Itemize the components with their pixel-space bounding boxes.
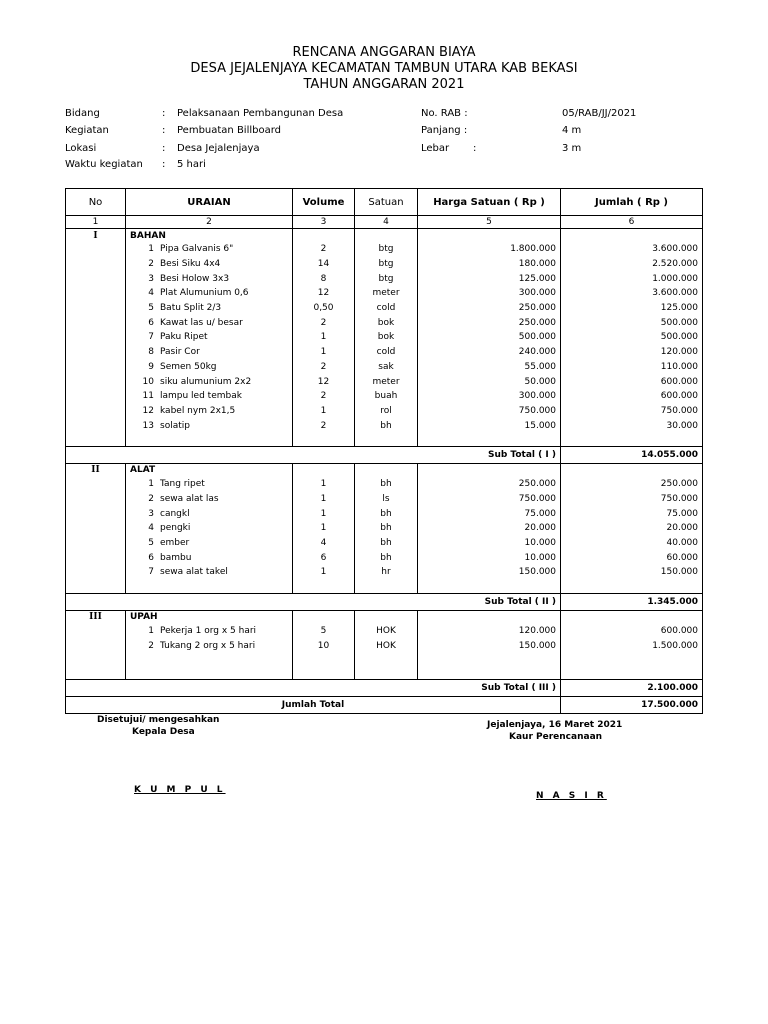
item-unit-price: 750.000 <box>418 404 561 419</box>
item-volume: 1 <box>293 330 355 345</box>
item-total: 750.000 <box>561 404 703 419</box>
empty-cell <box>66 404 126 419</box>
item-description <box>126 624 293 639</box>
empty-cell <box>418 229 561 243</box>
item-description <box>126 345 293 360</box>
item-number: 5 <box>148 303 154 314</box>
rab-value: 05/RAB/JJ/2021 <box>562 108 637 119</box>
empty-cell <box>355 610 418 624</box>
item-unit-price: 180.000 <box>418 257 561 272</box>
item-unit: buah <box>355 389 418 404</box>
column-number-row <box>66 216 703 229</box>
item-unit: bh <box>355 477 418 492</box>
item-volume: 4 <box>293 536 355 551</box>
empty-cell <box>66 624 126 639</box>
item-unit: meter <box>355 286 418 301</box>
empty-cell <box>126 433 293 447</box>
spacer-row <box>66 580 703 594</box>
item-description <box>126 389 293 404</box>
item-unit-price: 10.000 <box>418 536 561 551</box>
item-number: 10 <box>142 376 154 387</box>
item-name: Kawat las u/ besar <box>160 317 243 328</box>
subtotal-row <box>66 680 703 697</box>
empty-cell <box>561 653 703 680</box>
kaur-title: Kaur Perencanaan <box>509 732 603 742</box>
header-volume: Volume <box>293 189 355 216</box>
lokasi-label: Lokasi <box>65 143 97 154</box>
table-row <box>66 389 703 404</box>
empty-cell <box>66 315 126 330</box>
empty-cell <box>126 580 293 594</box>
item-unit-price: 15.000 <box>418 418 561 433</box>
item-unit-price: 125.000 <box>418 271 561 286</box>
column-number: 2 <box>126 216 293 229</box>
section-title: BAHAN <box>126 229 293 243</box>
item-number: 6 <box>148 317 154 328</box>
empty-cell <box>355 433 418 447</box>
item-unit: btg <box>355 271 418 286</box>
subtotal-row <box>66 593 703 610</box>
item-number: 1 <box>148 626 154 637</box>
table-row <box>66 638 703 653</box>
item-number: 2 <box>148 640 154 651</box>
subtotal-value: 2.100.000 <box>561 680 703 697</box>
kegiatan-value: Pembuatan Billboard <box>177 125 282 136</box>
item-name: Tang ripet <box>160 479 205 490</box>
table-row <box>66 330 703 345</box>
subtotal-label: Sub Total ( I ) <box>66 446 561 463</box>
item-total: 150.000 <box>561 565 703 580</box>
item-description <box>126 257 293 272</box>
empty-cell <box>293 463 355 477</box>
item-description <box>126 271 293 286</box>
table-row <box>66 624 703 639</box>
item-volume: 0,50 <box>293 301 355 316</box>
empty-cell <box>355 580 418 594</box>
empty-cell <box>561 463 703 477</box>
item-total: 30.000 <box>561 418 703 433</box>
item-description <box>126 506 293 521</box>
subtotal-label: Sub Total ( II ) <box>66 593 561 610</box>
title-line-2: DESA JEJALENJAYA KECAMATAN TAMBUN UTARA KAB BEKASI <box>190 61 578 76</box>
item-total: 3.600.000 <box>561 286 703 301</box>
item-volume: 1 <box>293 565 355 580</box>
item-number: 13 <box>142 420 154 431</box>
table-row <box>66 521 703 536</box>
empty-cell <box>66 242 126 257</box>
table-row <box>66 550 703 565</box>
subtotal-row <box>66 446 703 463</box>
header-satuan: Satuan <box>355 189 418 216</box>
empty-cell <box>418 463 561 477</box>
colon: : <box>162 108 166 119</box>
item-number: 8 <box>148 347 154 358</box>
empty-cell <box>561 610 703 624</box>
item-unit-price: 10.000 <box>418 550 561 565</box>
item-description <box>126 638 293 653</box>
item-description <box>126 374 293 389</box>
item-number: 3 <box>148 508 154 519</box>
header-jumlah: Jumlah ( Rp ) <box>561 189 703 216</box>
section-roman-numeral: III <box>66 610 126 624</box>
item-total: 1.000.000 <box>561 271 703 286</box>
empty-cell <box>66 418 126 433</box>
item-total: 120.000 <box>561 345 703 360</box>
item-unit-price: 1.800.000 <box>418 242 561 257</box>
section-header-row <box>66 463 703 477</box>
item-volume: 2 <box>293 389 355 404</box>
empty-cell <box>355 463 418 477</box>
table-row <box>66 301 703 316</box>
item-total: 600.000 <box>561 624 703 639</box>
item-unit: btg <box>355 257 418 272</box>
empty-cell <box>66 345 126 360</box>
item-volume: 12 <box>293 374 355 389</box>
empty-cell <box>66 360 126 375</box>
empty-cell <box>66 374 126 389</box>
item-description <box>126 330 293 345</box>
table-row <box>66 286 703 301</box>
item-unit: cold <box>355 301 418 316</box>
item-number: 7 <box>148 567 154 578</box>
section-header-row <box>66 229 703 243</box>
table-row <box>66 418 703 433</box>
empty-cell <box>126 653 293 680</box>
item-name: Pekerja 1 org x 5 hari <box>160 626 257 637</box>
kegiatan-label: Kegiatan <box>65 125 109 136</box>
empty-cell <box>293 580 355 594</box>
empty-cell <box>66 477 126 492</box>
item-description <box>126 565 293 580</box>
subtotal-value: 1.345.000 <box>561 593 703 610</box>
lebar-label: Lebar <box>421 143 450 154</box>
item-unit: bok <box>355 315 418 330</box>
empty-cell <box>66 271 126 286</box>
empty-cell <box>66 550 126 565</box>
item-name: kabel nym 2x1,5 <box>160 405 236 416</box>
empty-cell <box>66 301 126 316</box>
item-number: 12 <box>142 405 154 416</box>
table-row <box>66 315 703 330</box>
item-total: 500.000 <box>561 330 703 345</box>
item-description <box>126 315 293 330</box>
item-number: 1 <box>148 244 154 255</box>
lokasi-value: Desa Jejalenjaya <box>177 143 260 154</box>
item-unit: bok <box>355 330 418 345</box>
item-description <box>126 536 293 551</box>
header-no: No <box>66 189 126 216</box>
item-name: ember <box>160 538 190 549</box>
item-name: siku alumunium 2x2 <box>160 376 252 387</box>
item-unit-price: 300.000 <box>418 286 561 301</box>
item-description <box>126 550 293 565</box>
section-roman-numeral: II <box>66 463 126 477</box>
item-number: 3 <box>148 273 154 284</box>
item-volume: 1 <box>293 404 355 419</box>
item-unit-price: 250.000 <box>418 477 561 492</box>
item-description <box>126 521 293 536</box>
waktu-value: 5 hari <box>177 159 206 170</box>
item-name: Plat Alumunium 0,6 <box>160 288 249 299</box>
empty-cell <box>355 653 418 680</box>
item-volume: 1 <box>293 521 355 536</box>
column-number: 3 <box>293 216 355 229</box>
item-number: 6 <box>148 552 154 563</box>
item-total: 20.000 <box>561 521 703 536</box>
item-number: 2 <box>148 493 154 504</box>
item-total: 250.000 <box>561 477 703 492</box>
section-header-row <box>66 610 703 624</box>
item-total: 2.520.000 <box>561 257 703 272</box>
item-volume: 8 <box>293 271 355 286</box>
table-row <box>66 242 703 257</box>
table-row <box>66 271 703 286</box>
spacer-row <box>66 433 703 447</box>
table-row <box>66 374 703 389</box>
empty-cell <box>293 610 355 624</box>
item-volume: 2 <box>293 242 355 257</box>
item-volume: 1 <box>293 345 355 360</box>
section-title: UPAH <box>126 610 293 624</box>
item-unit-price: 120.000 <box>418 624 561 639</box>
subtotal-label: Sub Total ( III ) <box>66 680 561 697</box>
item-total: 600.000 <box>561 374 703 389</box>
item-description <box>126 242 293 257</box>
item-name: Batu Split 2/3 <box>160 303 222 314</box>
item-name: sewa alat takel <box>160 567 228 578</box>
item-unit-price: 240.000 <box>418 345 561 360</box>
empty-cell <box>66 330 126 345</box>
empty-cell <box>561 433 703 447</box>
item-unit-price: 20.000 <box>418 521 561 536</box>
bidang-value: Pelaksanaan Pembangunan Desa <box>177 108 344 119</box>
item-unit: btg <box>355 242 418 257</box>
waktu-label: Waktu kegiatan <box>65 159 143 170</box>
item-name: Besi Siku 4x4 <box>160 259 221 270</box>
item-unit-price: 150.000 <box>418 638 561 653</box>
item-volume: 6 <box>293 550 355 565</box>
item-number: 2 <box>148 259 154 270</box>
grand-total-value: 17.500.000 <box>561 697 703 714</box>
kepala-desa-name: K U M P U L <box>134 785 226 795</box>
table-row <box>66 477 703 492</box>
empty-cell <box>66 638 126 653</box>
item-unit: hr <box>355 565 418 580</box>
item-unit: bh <box>355 418 418 433</box>
item-description <box>126 360 293 375</box>
empty-cell <box>561 580 703 594</box>
item-total: 600.000 <box>561 389 703 404</box>
item-number: 11 <box>142 391 154 402</box>
item-unit: bh <box>355 506 418 521</box>
item-total: 60.000 <box>561 550 703 565</box>
title-line-3: TAHUN ANGGARAN 2021 <box>303 77 465 92</box>
item-unit-price: 150.000 <box>418 565 561 580</box>
empty-cell <box>293 433 355 447</box>
empty-cell <box>293 653 355 680</box>
item-total: 110.000 <box>561 360 703 375</box>
item-volume: 2 <box>293 418 355 433</box>
empty-cell <box>66 521 126 536</box>
colon: : <box>162 143 166 154</box>
item-description <box>126 286 293 301</box>
item-name: Tukang 2 org x 5 hari <box>160 640 256 651</box>
column-number: 6 <box>561 216 703 229</box>
item-volume: 5 <box>293 624 355 639</box>
item-description <box>126 477 293 492</box>
empty-cell <box>66 433 126 447</box>
empty-cell <box>418 653 561 680</box>
table-row <box>66 257 703 272</box>
empty-cell <box>66 492 126 507</box>
item-name: Besi Holow 3x3 <box>160 273 230 284</box>
item-unit: bh <box>355 521 418 536</box>
table-row <box>66 565 703 580</box>
table-row <box>66 404 703 419</box>
item-unit-price: 250.000 <box>418 315 561 330</box>
section-title: ALAT <box>126 463 293 477</box>
item-name: solatip <box>160 420 190 431</box>
item-unit: rol <box>355 404 418 419</box>
empty-cell <box>418 580 561 594</box>
item-total: 750.000 <box>561 492 703 507</box>
item-unit-price: 50.000 <box>418 374 561 389</box>
empty-cell <box>418 610 561 624</box>
item-unit-price: 300.000 <box>418 389 561 404</box>
item-volume: 1 <box>293 477 355 492</box>
empty-cell <box>66 536 126 551</box>
item-number: 5 <box>148 538 154 549</box>
item-total: 40.000 <box>561 536 703 551</box>
empty-cell <box>355 229 418 243</box>
colon: : <box>473 143 477 154</box>
item-volume: 1 <box>293 492 355 507</box>
approval-text: Disetujui/ mengesahkan <box>97 715 220 725</box>
empty-cell <box>66 286 126 301</box>
place-date: Jejalenjaya, 16 Maret 2021 <box>487 720 623 730</box>
kaur-name: N A S I R <box>536 791 607 801</box>
table-row <box>66 492 703 507</box>
item-volume: 10 <box>293 638 355 653</box>
rab-label: No. RAB : <box>421 108 468 119</box>
item-volume: 2 <box>293 360 355 375</box>
item-total: 75.000 <box>561 506 703 521</box>
item-unit-price: 75.000 <box>418 506 561 521</box>
title-line-1: RENCANA ANGGARAN BIAYA <box>292 45 476 60</box>
item-name: Paku Ripet <box>160 332 208 343</box>
table-row <box>66 536 703 551</box>
spacer-row <box>66 653 703 680</box>
item-description <box>126 404 293 419</box>
empty-cell <box>293 229 355 243</box>
item-volume: 12 <box>293 286 355 301</box>
column-number: 4 <box>355 216 418 229</box>
item-unit: cold <box>355 345 418 360</box>
item-description <box>126 418 293 433</box>
lebar-value: 3 m <box>562 143 582 154</box>
item-unit: HOK <box>355 624 418 639</box>
item-name: Semen 50kg <box>160 361 217 372</box>
item-volume: 2 <box>293 315 355 330</box>
empty-cell <box>66 565 126 580</box>
panjang-value: 4 m <box>562 125 582 136</box>
empty-cell <box>66 653 126 680</box>
table-body <box>66 229 703 714</box>
subtotal-value: 14.055.000 <box>561 446 703 463</box>
header-harga-satuan: Harga Satuan ( Rp ) <box>418 189 561 216</box>
item-number: 4 <box>148 288 154 299</box>
item-unit-price: 250.000 <box>418 301 561 316</box>
column-number: 1 <box>66 216 126 229</box>
empty-cell <box>418 433 561 447</box>
item-name: cangkl <box>160 508 190 519</box>
item-unit: meter <box>355 374 418 389</box>
item-unit: ls <box>355 492 418 507</box>
empty-cell <box>66 389 126 404</box>
empty-cell <box>66 257 126 272</box>
item-name: Pasir Cor <box>160 347 200 358</box>
item-total: 1.500.000 <box>561 638 703 653</box>
header-uraian: URAIAN <box>126 189 293 216</box>
item-volume: 1 <box>293 506 355 521</box>
kepala-desa-title: Kepala Desa <box>132 727 195 737</box>
table-row <box>66 506 703 521</box>
item-name: bambu <box>160 552 192 563</box>
empty-cell <box>66 506 126 521</box>
panjang-label: Panjang : <box>421 125 468 136</box>
item-unit: bh <box>355 536 418 551</box>
budget-table <box>65 188 703 714</box>
item-unit-price: 500.000 <box>418 330 561 345</box>
item-description <box>126 301 293 316</box>
item-unit-price: 750.000 <box>418 492 561 507</box>
item-name: sewa alat las <box>160 493 219 504</box>
item-number: 1 <box>148 479 154 490</box>
item-number: 7 <box>148 332 154 343</box>
colon: : <box>162 159 166 170</box>
item-name: Pipa Galvanis 6" <box>160 244 234 255</box>
item-name: pengki <box>160 523 191 534</box>
item-unit-price: 55.000 <box>418 360 561 375</box>
section-roman-numeral: I <box>66 229 126 243</box>
item-name: lampu led tembak <box>160 391 242 402</box>
grand-total-row <box>66 697 703 714</box>
table-row <box>66 345 703 360</box>
colon: : <box>162 125 166 136</box>
item-unit: bh <box>355 550 418 565</box>
item-unit: HOK <box>355 638 418 653</box>
item-total: 500.000 <box>561 315 703 330</box>
table-row <box>66 360 703 375</box>
empty-cell <box>66 580 126 594</box>
grand-total-label: Jumlah Total <box>66 697 561 714</box>
item-number: 9 <box>148 361 154 372</box>
item-total: 3.600.000 <box>561 242 703 257</box>
item-number: 4 <box>148 523 154 534</box>
item-total: 125.000 <box>561 301 703 316</box>
bidang-label: Bidang <box>65 108 100 119</box>
item-volume: 14 <box>293 257 355 272</box>
empty-cell <box>561 229 703 243</box>
column-number: 5 <box>418 216 561 229</box>
item-unit: sak <box>355 360 418 375</box>
item-description <box>126 492 293 507</box>
